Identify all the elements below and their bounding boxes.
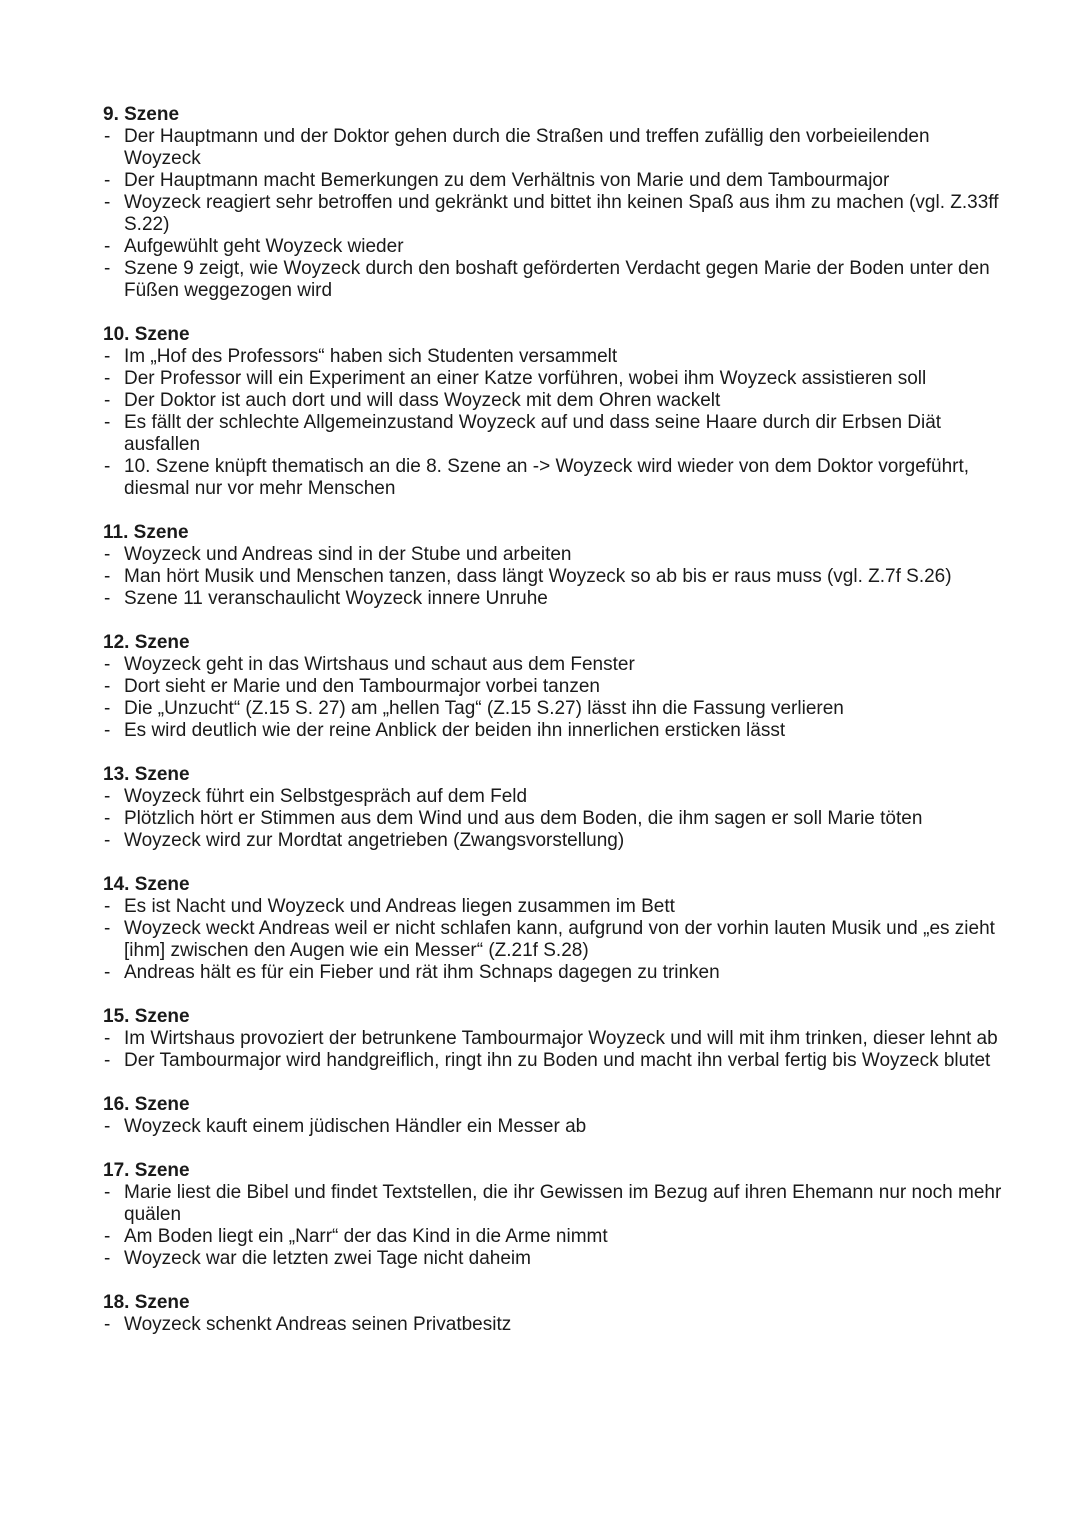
list-item: - Plötzlich hört er Stimmen aus dem Wind und aus dem Boden, die ihm sagen er soll Marie töten bbox=[103, 808, 1003, 830]
scene-15 bbox=[103, 1006, 1003, 1072]
bullet-list bbox=[103, 1028, 1003, 1072]
scene-title: 11. Szene bbox=[103, 522, 189, 543]
list-item: - Der Tambourmajor wird handgreiflich, ringt ihn zu Boden und macht ihn verbal fertig bis Woyzeck blutet bbox=[103, 1050, 1003, 1072]
scene-14 bbox=[103, 874, 1003, 984]
bullet-list bbox=[103, 654, 1003, 742]
scene-11 bbox=[103, 522, 1003, 610]
scene-title: 14. Szene bbox=[103, 874, 190, 895]
bullet-list bbox=[103, 1314, 1003, 1336]
scene-title: 18. Szene bbox=[103, 1292, 190, 1313]
list-item: - Woyzeck weckt Andreas weil er nicht schlafen kann, aufgrund von der vorhin lauten Musik und „es zieht [ihm] zwischen den Augen wie ein Messer“ (Z.21f S.28) bbox=[103, 918, 1003, 962]
list-item: - Der Hauptmann macht Bemerkungen zu dem Verhältnis von Marie und dem Tambourmajor bbox=[103, 170, 1003, 192]
list-item: - Dort sieht er Marie und den Tambourmajor vorbei tanzen bbox=[103, 676, 1003, 698]
scene-title: 10. Szene bbox=[103, 324, 190, 345]
list-item: - Woyzeck führt ein Selbstgespräch auf dem Feld bbox=[103, 786, 1003, 808]
list-item: - Marie liest die Bibel und findet Textstellen, die ihr Gewissen im Bezug auf ihren Ehemann nur noch mehr quälen bbox=[103, 1182, 1003, 1226]
bullet-list bbox=[103, 544, 1003, 610]
scene-10 bbox=[103, 324, 1003, 500]
list-item: - Die „Unzucht“ (Z.15 S. 27) am „hellen Tag“ (Z.15 S.27) lässt ihn die Fassung verlieren bbox=[103, 698, 1003, 720]
list-item: - Am Boden liegt ein „Narr“ der das Kind in die Arme nimmt bbox=[103, 1226, 1003, 1248]
list-item: - Der Professor will ein Experiment an einer Katze vorführen, wobei ihm Woyzeck assistieren soll bbox=[103, 368, 1003, 390]
scene-title: 15. Szene bbox=[103, 1006, 190, 1027]
bullet-list bbox=[103, 1182, 1003, 1270]
list-item: - Es ist Nacht und Woyzeck und Andreas liegen zusammen im Bett bbox=[103, 896, 1003, 918]
bullet-list bbox=[103, 126, 1003, 302]
list-item: - Woyzeck kauft einem jüdischen Händler ein Messer ab bbox=[103, 1116, 1003, 1138]
list-item: - Woyzeck reagiert sehr betroffen und gekränkt und bittet ihn keinen Spaß aus ihm zu machen (vgl. Z.33ff S.22) bbox=[103, 192, 1003, 236]
list-item: - Der Doktor ist auch dort und will dass Woyzeck mit dem Ohren wackelt bbox=[103, 390, 1003, 412]
list-item: - Der Hauptmann und der Doktor gehen durch die Straßen und treffen zufällig den vorbeieilenden Woyzeck bbox=[103, 126, 1003, 170]
list-item: - Es wird deutlich wie der reine Anblick der beiden ihn innerlichen ersticken lässt bbox=[103, 720, 1003, 742]
bullet-list bbox=[103, 1116, 1003, 1138]
scene-16 bbox=[103, 1094, 1003, 1138]
bullet-list bbox=[103, 896, 1003, 984]
list-item: - Woyzeck und Andreas sind in der Stube und arbeiten bbox=[103, 544, 1003, 566]
scene-18 bbox=[103, 1292, 1003, 1336]
scene-title: 9. Szene bbox=[103, 104, 180, 125]
list-item: - Man hört Musik und Menschen tanzen, dass längt Woyzeck so ab bis er raus muss (vgl. Z.7f S.26) bbox=[103, 566, 1003, 588]
scene-17 bbox=[103, 1160, 1003, 1270]
list-item: - Aufgewühlt geht Woyzeck wieder bbox=[103, 236, 1003, 258]
list-item: - Woyzeck wird zur Mordtat angetrieben (Zwangsvorstellung) bbox=[103, 830, 1003, 852]
scene-title: 12. Szene bbox=[103, 632, 190, 653]
scene-title: 17. Szene bbox=[103, 1160, 190, 1181]
scene-title: 13. Szene bbox=[103, 764, 190, 785]
list-item: - Szene 9 zeigt, wie Woyzeck durch den boshaft geförderten Verdacht gegen Marie der Boden unter den Füßen weggezogen wird bbox=[103, 258, 1003, 302]
list-item: - Im „Hof des Professors“ haben sich Studenten versammelt bbox=[103, 346, 1003, 368]
document-page bbox=[103, 104, 1003, 1358]
list-item: - Woyzeck geht in das Wirtshaus und schaut aus dem Fenster bbox=[103, 654, 1003, 676]
list-item: - Woyzeck schenkt Andreas seinen Privatbesitz bbox=[103, 1314, 1003, 1336]
list-item: - Es fällt der schlechte Allgemeinzustand Woyzeck auf und dass seine Haare durch dir Erbsen Diät ausfallen bbox=[103, 412, 1003, 456]
scene-12 bbox=[103, 632, 1003, 742]
list-item: - Szene 11 veranschaulicht Woyzeck innere Unruhe bbox=[103, 588, 1003, 610]
list-item: - 10. Szene knüpft thematisch an die 8. Szene an -> Woyzeck wird wieder von dem Doktor vorgeführt, diesmal nur vor mehr Menschen bbox=[103, 456, 1003, 500]
bullet-list bbox=[103, 786, 1003, 852]
scene-9 bbox=[103, 104, 1003, 302]
list-item: - Im Wirtshaus provoziert der betrunkene Tambourmajor Woyzeck und will mit ihm trinken, dieser lehnt ab bbox=[103, 1028, 1003, 1050]
scene-13 bbox=[103, 764, 1003, 852]
bullet-list bbox=[103, 346, 1003, 500]
scene-title: 16. Szene bbox=[103, 1094, 190, 1115]
list-item: - Andreas hält es für ein Fieber und rät ihm Schnaps dagegen zu trinken bbox=[103, 962, 1003, 984]
list-item: - Woyzeck war die letzten zwei Tage nicht daheim bbox=[103, 1248, 1003, 1270]
